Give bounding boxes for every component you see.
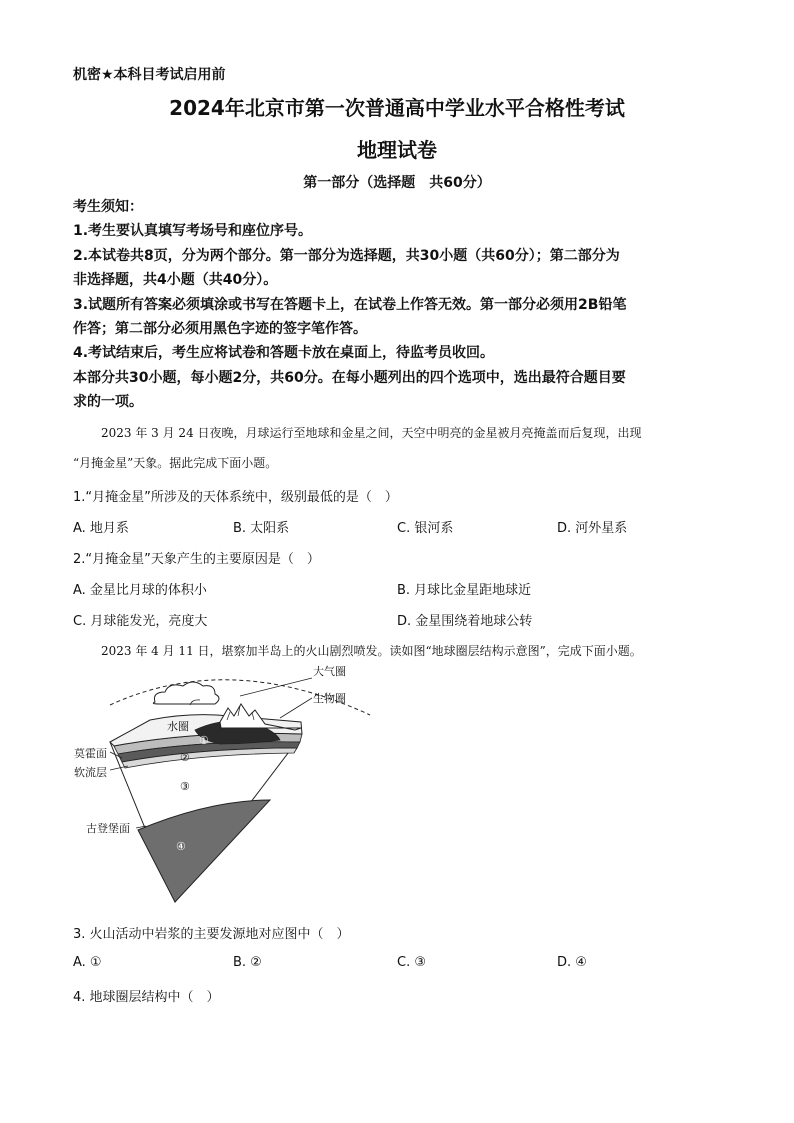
notes-line: 求的一项。 [73, 394, 143, 411]
intro-passage-2: 2023 年 4 月 11 日，堪察加半岛上的火山剧烈喷发。读如图“地球圈层结构示意图”，完成下面小题。 [101, 644, 642, 658]
exam-title: 2024年北京市第一次普通高中学业水平合格性考试 [169, 96, 625, 120]
q1-option-b: B. 太阳系 [233, 521, 290, 536]
label-biosphere: 生物圈 [313, 692, 346, 705]
candidate-notes [73, 195, 728, 415]
question-4-stem: 4. 地球圈层结构中（ ） [73, 990, 220, 1005]
notes-line: 作答；第二部分必须用黑色字迹的签字笔作答。 [73, 321, 367, 338]
question-3-stem: 3. 火山活动中岩浆的主要发源地对应图中（ ） [73, 927, 350, 942]
q2-option-a: A. 金星比月球的体积小 [73, 583, 207, 598]
label-atmosphere: 大气圈 [313, 665, 346, 678]
q3-option-a: A. ① [73, 955, 102, 970]
notes-heading: 考生须知： [73, 199, 143, 215]
label-gutenberg: 古登堡面 [86, 822, 130, 835]
q1-option-d: D. 河外星系 [557, 521, 628, 536]
q2-option-b: B. 月球比金星距地球近 [397, 583, 532, 598]
label-hydrosphere: 水圈 [167, 720, 189, 733]
label-layer-2: ② [180, 751, 190, 764]
notes-line: 2.本试卷共8页，分为两个部分。第一部分为选择题，共30小题（共60分）；第二部分为 [73, 247, 620, 264]
intro-passage-1 [73, 418, 723, 478]
label-asthenosphere: 软流层 [74, 766, 107, 779]
notes-line: 3.试题所有答案必须填涂或书写在答题卡上，在试卷上作答无效。第一部分必须用2B铅笔 [73, 296, 627, 313]
q3-option-b: B. ② [233, 955, 262, 970]
q1-option-a: A. 地月系 [73, 521, 129, 536]
part-heading: 第一部分（选择题 共60分） [303, 175, 491, 191]
label-layer-4: ④ [176, 840, 186, 853]
notes-line: 非选择题，共4小题（共40分）。 [73, 272, 278, 289]
question-2-stem: 2.“月掩金星”天象产生的主要原因是（ ） [73, 552, 320, 567]
exam-subject: 地理试卷 [357, 138, 437, 162]
intro-line: “月掩金星”天象。据此完成下面小题。 [73, 456, 278, 470]
notes-line: 本部分共30小题，每小题2分，共60分。在每小题列出的四个选项中，选出最符合题目要 [73, 369, 626, 386]
label-moho: 莫霍面 [74, 747, 107, 760]
q2-option-c: C. 月球能发光，亮度大 [73, 614, 208, 629]
notes-line: 4.考试结束后，考生应将试卷和答题卡放在桌面上，待监考员收回。 [73, 345, 495, 362]
cloud-icon [153, 682, 219, 704]
notes-line: 1.考生要认真填写考场号和座位序号。 [73, 223, 313, 240]
q3-option-d: D. ④ [557, 955, 587, 970]
q1-option-c: C. 银河系 [397, 521, 454, 536]
q2-option-d: D. 金星围绕着地球公转 [397, 614, 533, 629]
question-1-stem: 1.“月掩金星”所涉及的天体系统中，级别最低的是（ ） [73, 490, 398, 505]
label-layer-3: ③ [180, 780, 190, 793]
confidential-label: 机密★本科目考试启用前 [73, 67, 226, 83]
label-layer-1: ① [199, 734, 209, 747]
q3-option-c: C. ③ [397, 955, 426, 970]
intro-line: 2023 年 3 月 24 日夜晚，月球运行至地球和金星之间，天空中明亮的金星被月亮掩盖而后复现，出现 [101, 426, 642, 440]
